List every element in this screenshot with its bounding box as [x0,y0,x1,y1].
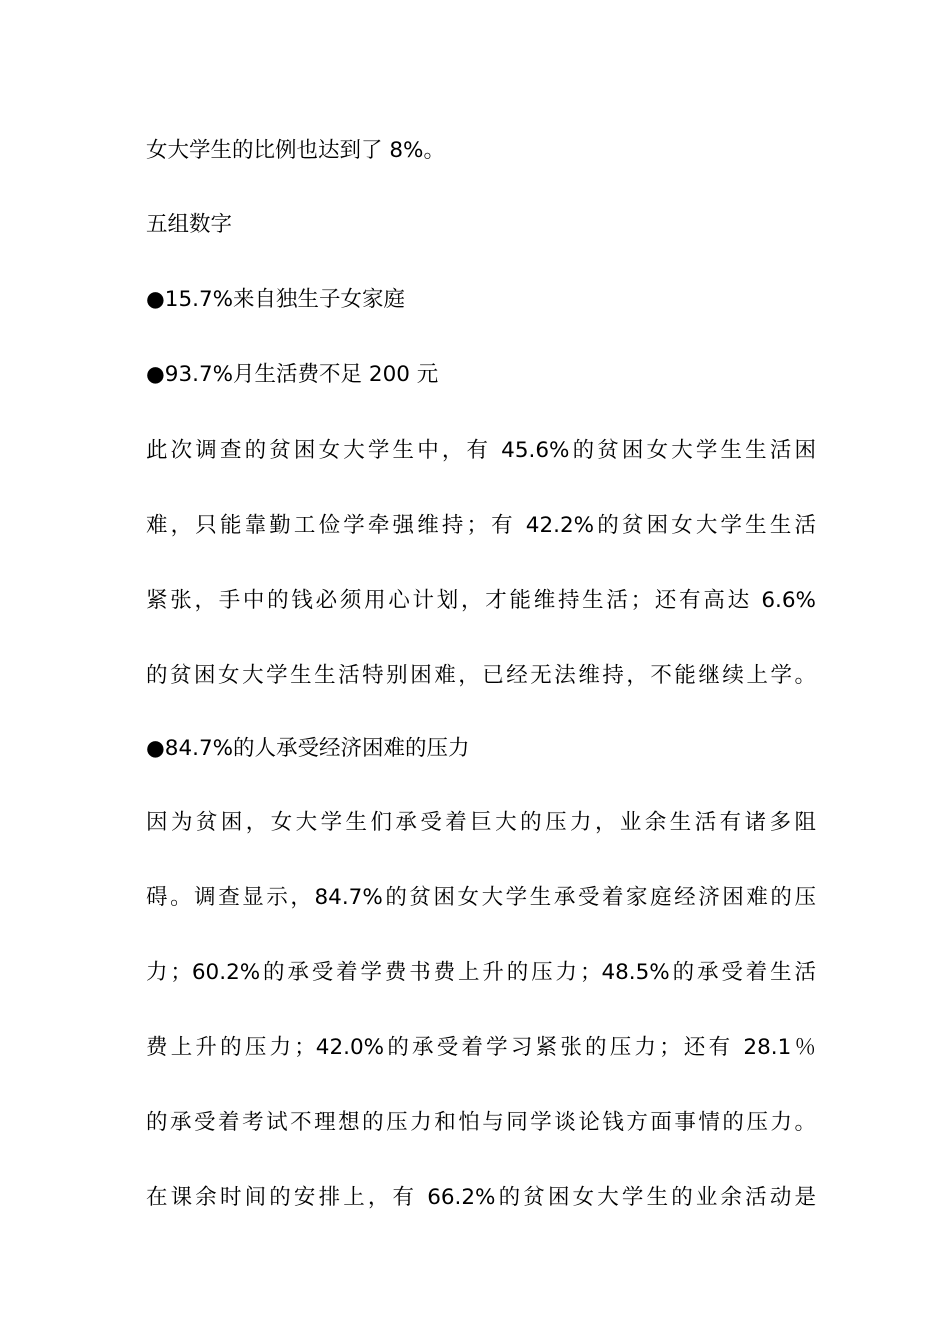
paragraph-line: 紧张，手中的钱必须用心计划，才能维持生活；还有高达 6.6% [146,588,816,613]
paragraph-line: 因为贫困，女大学生们承受着巨大的压力，业余生活有诸多阻 [146,810,816,835]
paragraph-line: 费上升的压力；42.0%的承受着学习紧张的压力；还有 28.1％ [146,1035,816,1060]
paragraph-line: 难，只能靠勤工俭学牵强维持；有 42.2%的贫困女大学生生活 [146,513,816,538]
bullet-item: ●93.7%月生活费不足 200 元 [146,362,439,387]
bullet-item: ●15.7%来自独生子女家庭 [146,287,406,312]
paragraph-line: 的承受着考试不理想的压力和怕与同学谈论钱方面事情的压力。 [146,1110,816,1135]
bullet-item: ●84.7%的人承受经济困难的压力 [146,736,470,761]
paragraph-line: 此次调查的贫困女大学生中，有 45.6%的贫困女大学生生活困 [146,438,816,463]
paragraph-line: 在课余时间的安排上，有 66.2%的贫困女大学生的业余活动是 [146,1185,816,1210]
paragraph-line: 的贫困女大学生生活特别困难，已经无法维持，不能继续上学。 [146,663,816,688]
section-heading: 五组数字 [146,212,233,237]
paragraph-line: 女大学生的比例也达到了 8%。 [146,138,445,163]
paragraph-line: 碍。调查显示，84.7%的贫困女大学生承受着家庭经济困难的压 [146,885,816,910]
paragraph-line: 力；60.2%的承受着学费书费上升的压力；48.5%的承受着生活 [146,960,816,985]
